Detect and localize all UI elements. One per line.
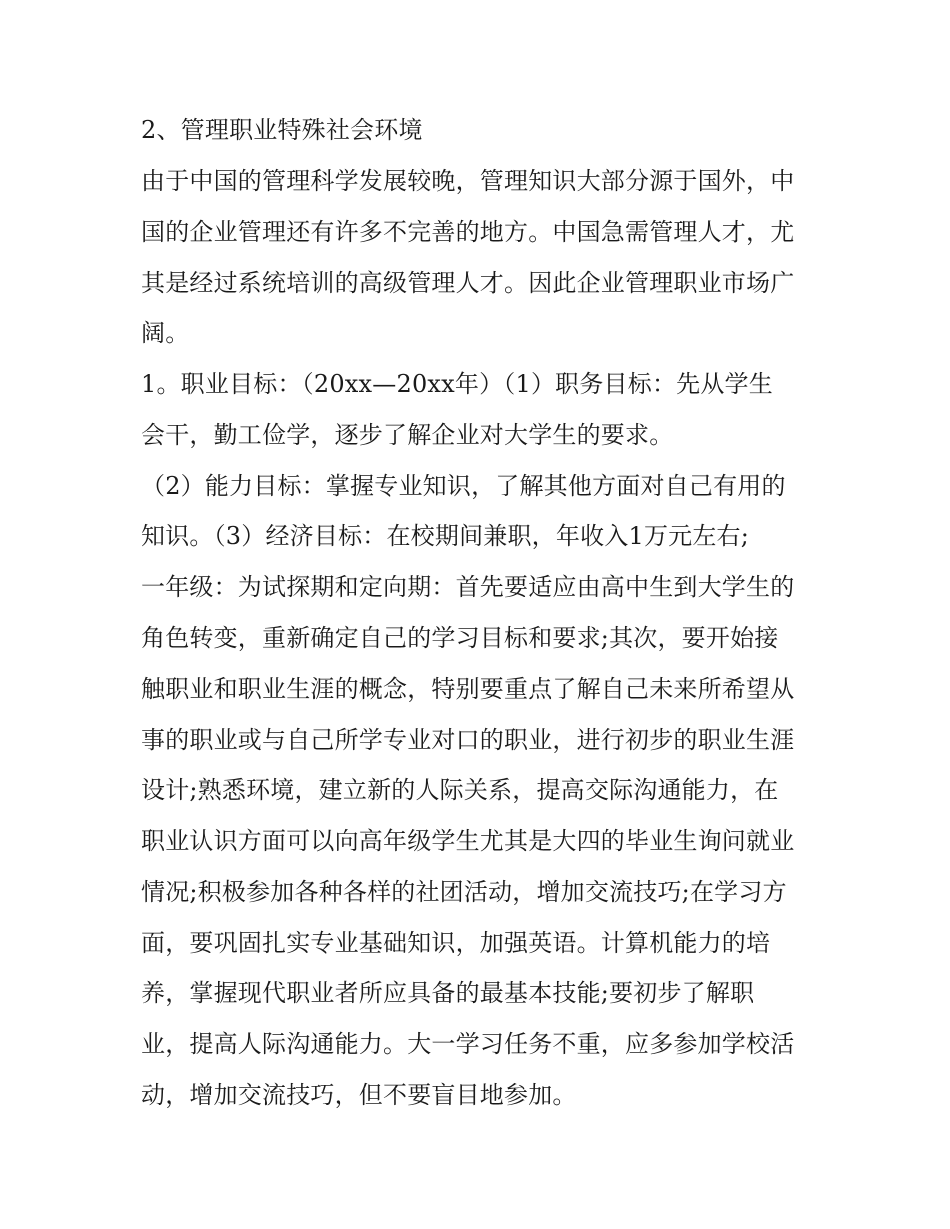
paragraph-line: 业，提高人际沟通能力。大一学习任务不重，应多参加学校活 bbox=[141, 1030, 795, 1058]
paragraph-line: （2）能力目标：掌握专业知识，了解其他方面对自己有用的 bbox=[141, 472, 786, 500]
paragraph-line: 其是经过系统培训的高级管理人才。因此企业管理职业市场广 bbox=[141, 269, 795, 297]
paragraph-line: 知识。（3）经济目标：在校期间兼职，年收入1万元左右; bbox=[141, 522, 750, 550]
paragraph-line: 设计;熟悉环境，建立新的人际关系，提高交际沟通能力，在 bbox=[141, 776, 779, 804]
paragraph-line: 养，掌握现代职业者所应具备的最基本技能;要初步了解职 bbox=[141, 979, 755, 1007]
section-heading: 2、管理职业特殊社会环境 bbox=[141, 116, 423, 144]
paragraph-line: 由于中国的管理科学发展较晚，管理知识大部分源于国外，中 bbox=[141, 167, 795, 195]
paragraph-line: 国的企业管理还有许多不完善的地方。中国急需管理人才，尤 bbox=[141, 218, 795, 246]
paragraph-line: 职业认识方面可以向高年级学生尤其是大四的毕业生询问就业 bbox=[141, 827, 795, 855]
paragraph-line: 面，要巩固扎实专业基础知识，加强英语。计算机能力的培 bbox=[141, 929, 771, 957]
paragraph-line: 情况;积极参加各种各样的社团活动，增加交流技巧;在学习方 bbox=[141, 878, 787, 906]
paragraph-line: 动，增加交流技巧，但不要盲目地参加。 bbox=[141, 1081, 577, 1109]
paragraph-line: 一年级：为试探期和定向期：首先要适应由高中生到大学生的 bbox=[141, 573, 795, 601]
paragraph-line: 触职业和职业生涯的概念，特别要重点了解自己未来所希望从 bbox=[141, 675, 795, 703]
paragraph-line: 角色转变，重新确定自己的学习目标和要求;其次，要开始接 bbox=[141, 624, 779, 652]
paragraph-line: 阔。 bbox=[141, 319, 190, 347]
paragraph-line: 1。职业目标：（20xx—20xx年）（1）职务目标：先从学生 bbox=[141, 370, 773, 398]
paragraph-line: 事的职业或与自己所学专业对口的职业，进行初步的职业生涯 bbox=[141, 726, 795, 754]
paragraph-line: 会干，勤工俭学，逐步了解企业对大学生的要求。 bbox=[141, 421, 674, 449]
